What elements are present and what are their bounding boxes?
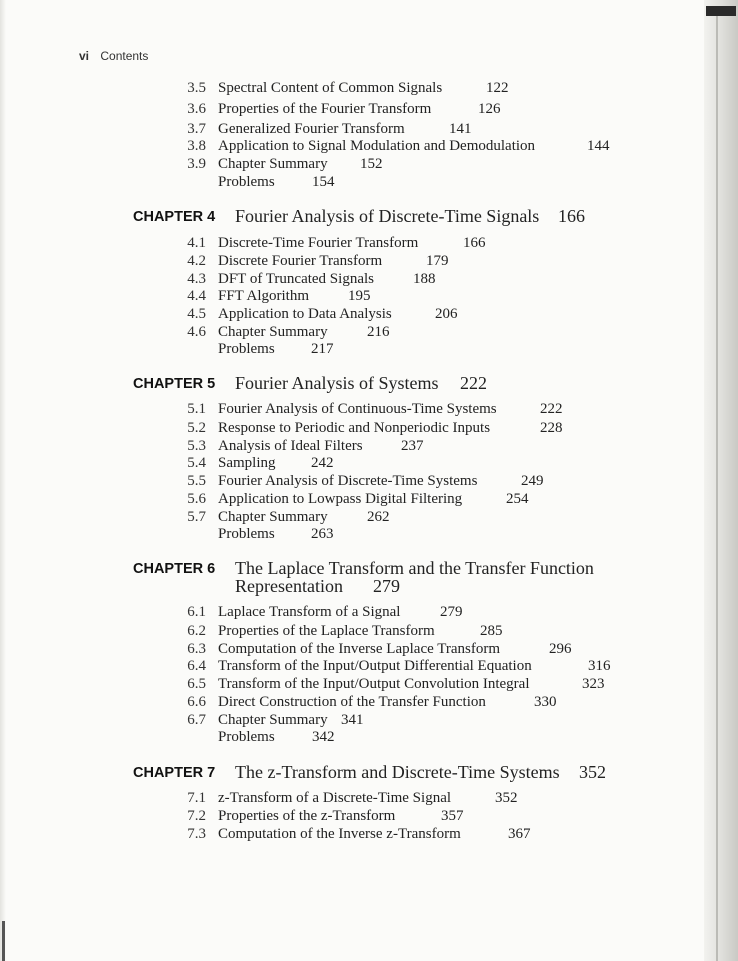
section-page: 237 — [401, 438, 424, 454]
section-page: 154 — [312, 174, 335, 190]
section-number: 7.2 — [187, 808, 206, 824]
section-number: 5.1 — [187, 401, 206, 417]
section-title: Application to Lowpass Digital Filtering — [218, 491, 463, 507]
section-page: 352 — [495, 790, 518, 806]
section-number: 5.4 — [187, 455, 206, 471]
section-page: 316 — [588, 658, 611, 674]
section-number: 3.9 — [187, 156, 206, 172]
chapter-label: CHAPTER 6 — [133, 561, 216, 577]
section-page: 242 — [311, 455, 334, 471]
section-title: Generalized Fourier Transform — [218, 121, 405, 137]
chapter-title: The z-Transform and Discrete-Time Systems — [235, 762, 560, 782]
section-page: 144 — [587, 138, 610, 154]
chapter-title: The Laplace Transform and the Transfer Function — [235, 558, 594, 578]
chapter-label: CHAPTER 7 — [133, 765, 216, 781]
section-title: Chapter Summary — [218, 156, 328, 172]
chapter-title-line2: Representation — [235, 576, 343, 596]
section-title: Problems — [218, 341, 275, 357]
running-header — [79, 49, 148, 63]
section-number: 4.6 — [187, 324, 206, 340]
section-title: Fourier Analysis of Continuous-Time Systems — [218, 401, 497, 417]
chapter-label: CHAPTER 4 — [133, 209, 216, 225]
section-page: 216 — [367, 324, 390, 340]
section-page: 330 — [534, 694, 557, 710]
chapter-label: CHAPTER 5 — [133, 376, 216, 392]
section-number: 5.5 — [187, 473, 206, 489]
section-title: Analysis of Ideal Filters — [218, 438, 363, 454]
page-number: vi — [79, 49, 90, 63]
section-page: 263 — [311, 526, 334, 542]
section-number: 5.3 — [187, 438, 206, 454]
section-number: 6.1 — [187, 604, 206, 620]
section-title: DFT of Truncated Signals — [218, 271, 374, 287]
section-number: 6.3 — [187, 641, 206, 657]
section-number: 4.2 — [187, 253, 206, 269]
section-title: Application to Data Analysis — [218, 306, 392, 322]
section-page: 342 — [312, 729, 335, 745]
section-title: Chapter Summary — [218, 324, 328, 340]
section-number: 4.4 — [187, 288, 206, 304]
section-title: FFT Algorithm — [218, 288, 309, 304]
section-page: 296 — [549, 641, 572, 657]
section-page: 217 — [311, 341, 334, 357]
section-number: 3.8 — [187, 138, 206, 154]
section-page: 141 — [449, 121, 472, 137]
section-number: 4.5 — [187, 306, 206, 322]
section-page: 262 — [367, 509, 390, 525]
section-page: 166 — [463, 235, 486, 251]
section-page: 152 — [360, 156, 383, 172]
section-number: 3.7 — [187, 121, 206, 137]
section-page: 195 — [348, 288, 371, 304]
section-title: Problems — [218, 174, 275, 190]
section-page: 179 — [426, 253, 449, 269]
section-title: Chapter Summary — [218, 712, 328, 728]
section-title: z-Transform of a Discrete-Time Signal — [218, 790, 452, 806]
section-title: Problems — [218, 729, 275, 745]
section-title: Problems — [218, 526, 275, 542]
gutter-mark — [2, 921, 5, 961]
section-title: Chapter Summary — [218, 509, 328, 525]
section-page: 357 — [441, 808, 464, 824]
section-page: 341 — [341, 712, 364, 728]
section-title: Properties of the Laplace Transform — [218, 623, 435, 639]
section-number: 7.3 — [187, 826, 206, 842]
section-page: 122 — [486, 80, 509, 96]
chapter-title: Fourier Analysis of Systems — [235, 373, 439, 393]
section-title: Discrete-Time Fourier Transform — [218, 235, 419, 251]
section-number: 3.5 — [187, 80, 206, 96]
section-title: Direct Construction of the Transfer Function — [218, 694, 486, 710]
section-number: 3.6 — [187, 101, 206, 117]
section-title: Discrete Fourier Transform — [218, 253, 383, 269]
section-title: Properties of the Fourier Transform — [218, 101, 432, 117]
section-title: Application to Signal Modulation and Demodulation — [218, 138, 536, 154]
section-page: 367 — [508, 826, 531, 842]
page-edge-top — [706, 6, 736, 16]
section-page: 206 — [435, 306, 458, 322]
section-number: 4.3 — [187, 271, 206, 287]
section-number: 6.4 — [187, 658, 206, 674]
section-title: Computation of the Inverse z-Transform — [218, 826, 461, 842]
section-page: 126 — [478, 101, 501, 117]
section-number: 7.1 — [187, 790, 206, 806]
section-page: 254 — [506, 491, 529, 507]
section-page: 222 — [540, 401, 563, 417]
section-page: 228 — [540, 420, 563, 436]
section-number: 6.7 — [187, 712, 206, 728]
section-title: Response to Periodic and Nonperiodic Inputs — [218, 420, 491, 436]
section-number: 6.2 — [187, 623, 206, 639]
section-number: 5.7 — [187, 509, 206, 525]
section-title: Computation of the Inverse Laplace Transform — [218, 641, 501, 657]
section-page: 249 — [521, 473, 544, 489]
section-title: Sampling — [218, 455, 276, 471]
chapter-title: Fourier Analysis of Discrete-Time Signals — [235, 206, 540, 226]
section-page: 285 — [480, 623, 503, 639]
chapter-page: 166 — [558, 206, 585, 226]
section-number: 6.6 — [187, 694, 206, 710]
running-title: Contents — [100, 49, 149, 63]
section-page: 188 — [413, 271, 436, 287]
section-title: Transform of the Input/Output Differential Equation — [218, 658, 532, 674]
section-number: 5.2 — [187, 420, 206, 436]
section-number: 6.5 — [187, 676, 206, 692]
section-title: Fourier Analysis of Discrete-Time Systems — [218, 473, 478, 489]
section-number: 4.1 — [187, 235, 206, 251]
section-title: Laplace Transform of a Signal — [218, 604, 401, 620]
section-page: 279 — [440, 604, 463, 620]
chapter-page: 352 — [579, 762, 606, 782]
section-page: 323 — [582, 676, 605, 692]
section-title: Transform of the Input/Output Convolution Integral — [218, 676, 530, 692]
page-edge — [704, 0, 738, 961]
page-edge-line — [716, 16, 718, 961]
chapter-page: 279 — [373, 576, 400, 596]
section-number: 5.6 — [187, 491, 206, 507]
chapter-page: 222 — [460, 373, 487, 393]
section-title: Spectral Content of Common Signals — [218, 80, 443, 96]
section-title: Properties of the z-Transform — [218, 808, 396, 824]
